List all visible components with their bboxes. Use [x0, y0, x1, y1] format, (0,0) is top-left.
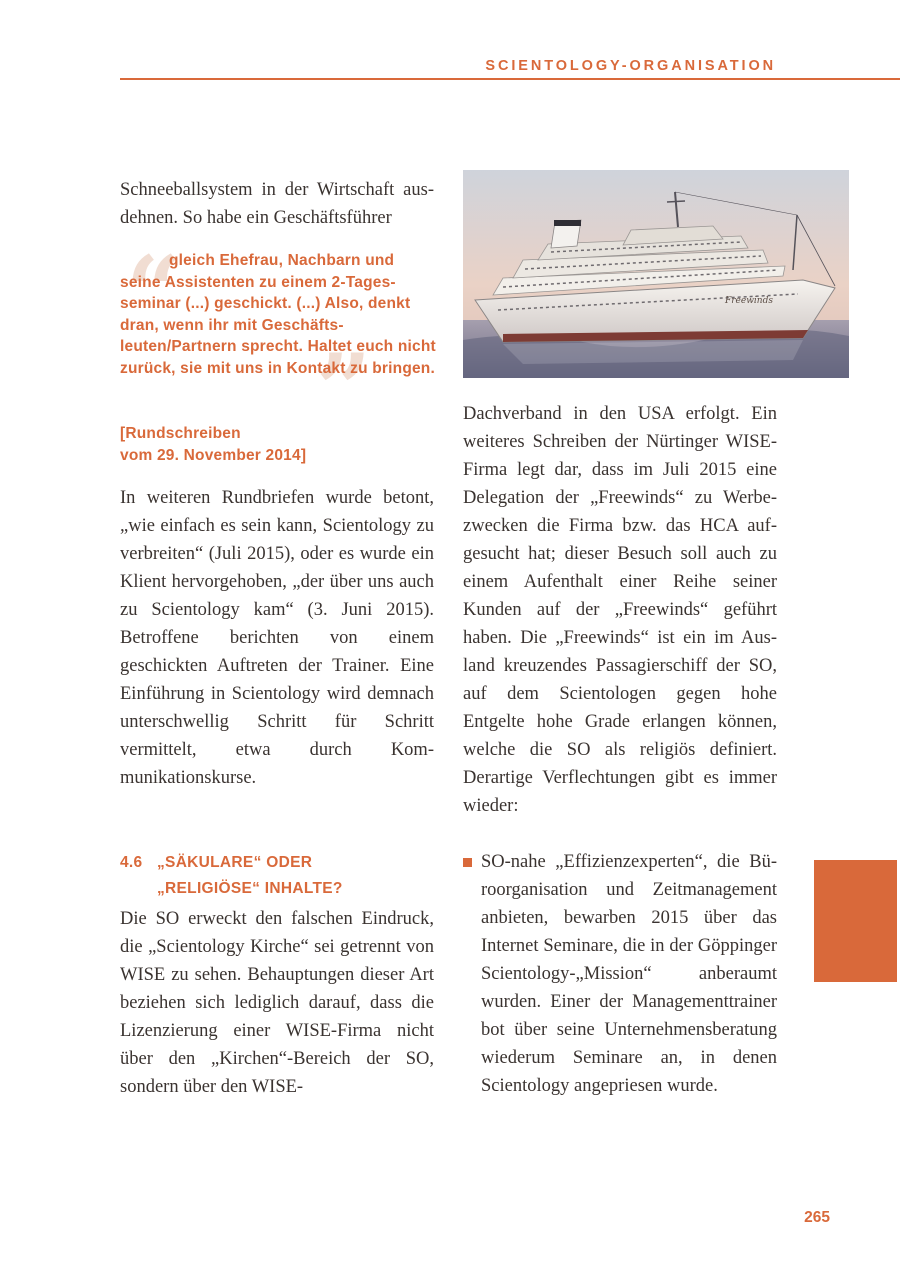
running-header: SCIENTOLOGY-ORGANISATION — [485, 58, 776, 74]
open-quote-icon: “ — [126, 235, 182, 348]
list-item-text: SO-nahe „Effizienzexperten“, die Büroorganisation und Zeitmanagement anbieten, bewarben 2015 über das Internet Seminare, die in der Göppinger Scientology-„Mission“ anberaumt wurden. Einer der Managementtrainer bot über seine Unternehmensberatung wiederum Seminare an, in denen Scientology angepriesen wurde. — [481, 852, 777, 1096]
section-title-line1: „SÄKULARE“ ODER — [157, 854, 313, 871]
header-rule — [120, 78, 900, 80]
paragraph-freewinds: Dachverband in den USA erfolgt. Ein weiteres Schreiben der Nürtinger WISE-Firma legt dar, dass im Juli 2015 eine Delegation der „Freewinds“ zu Werbezwecken die Firma bzw. das HCA aufgesucht hat; dieser Besuch soll auch zu einem Aufenthalt einer Reihe seiner Kunden auf der „Freewinds“ geführt haben. Die „Freewinds“ ist ein im Ausland kreuzendes Passagierschiff der SO, auf dem Scientologen gegen hohe Entgelte hohe Grade erlangen können, welche die SO als religiös definiert. Derartige Verflechtungen gibt es immer wieder: — [463, 404, 777, 816]
page-number: 265 — [804, 1209, 830, 1226]
pull-quote-body: gleich Ehefrau, Nachbarn und seine Assistenten zu einem 2-Tagesseminar (...) geschickt. (...) Also, denkt dran, wenn ihr mit Geschäftsleuten/Partnern sprecht. Haltet euch nicht zurück, sie mit uns in Kontakt zu bringen. — [120, 252, 436, 377]
ship-name: Freewinds — [725, 296, 773, 306]
section-number: 4.6 — [120, 854, 143, 871]
quote-source-line2: vom 29. November 2014] — [120, 446, 307, 464]
intro-paragraph: Schneeballsystem in der Wirtschaft ausdehnen. So habe ein Geschäftsführer — [120, 180, 434, 228]
list-item — [463, 848, 777, 1100]
quote-source — [120, 423, 306, 466]
chapter-tab — [814, 860, 897, 982]
cruise-ship-photo — [463, 170, 849, 378]
quote-source-line1: [Rundschreiben — [120, 425, 241, 442]
section-heading — [120, 850, 343, 902]
paragraph-secular-religious: Die SO erweckt den falschen Eindruck, die „Scientology Kirche“ sei getrennt von WISE zu sehen. Behauptungen dieser Art beziehen sich lediglich darauf, dass die Lizenzierung einer WISE-Firma nicht über den „Kirchen“-Bereich der SO, sondern über den WISE- — [120, 909, 434, 1097]
pull-quote-text — [120, 250, 438, 379]
close-quote-icon: ” — [316, 333, 372, 446]
section-title-line2: „RELIGIÖSE“ INHALTE? — [157, 880, 343, 897]
bullet-icon — [463, 858, 472, 867]
paragraph-circulars: In weiteren Rundbriefen wurde betont, „wie einfach es sein kann, Scientology zu verbreiten“ (Juli 2015), oder es wurde ein Klient hervorgehoben, „der über uns auch zu Scientology kam“ (3. Juni 2015). Betroffene berichten von einem geschickten Auftreten der Trainer. Eine Einführung in Scientology wird demnach unterschwellig Schritt für Schritt vermittelt, etwa durch Kommunikationskurse. — [120, 488, 434, 788]
